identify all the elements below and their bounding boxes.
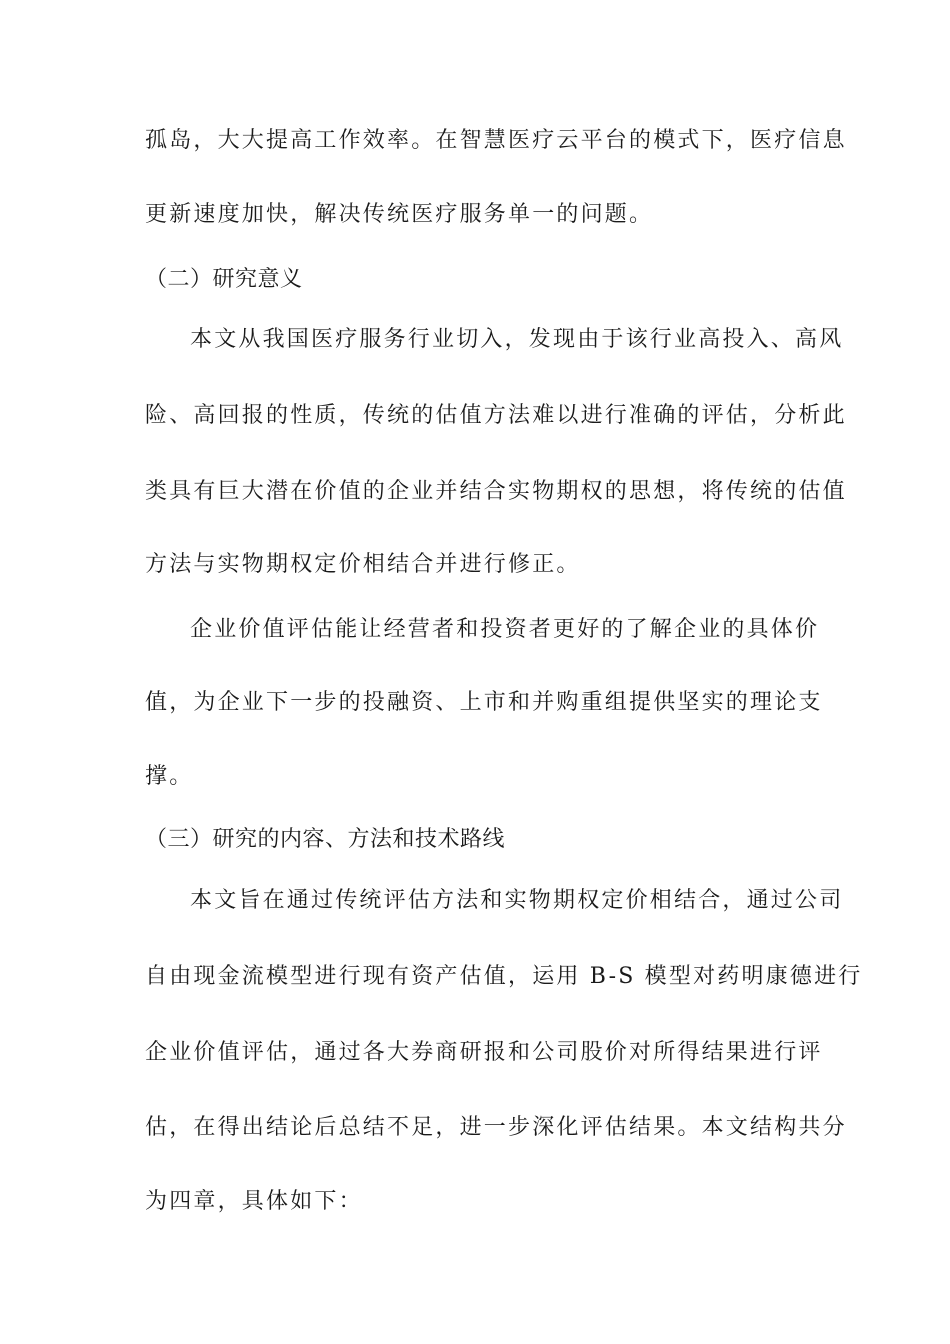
para2-line-1: 本文从我国医疗服务行业切入，发现由于该行业高投入、高风	[190, 327, 844, 352]
para4-line-4: 估，在得出结论后总结不足，进一步深化评估结果。本文结构共分	[145, 1115, 847, 1140]
para1-line-1: 孤岛，大大提高工作效率。在智慧医疗云平台的模式下，医疗信息	[145, 128, 847, 153]
para4-line-3: 企业价值评估，通过各大券商研报和公司股价对所得结果进行评	[145, 1040, 823, 1065]
section-heading-content-methods: （三）研究的内容、方法和技术路线	[145, 827, 506, 852]
para3-line-1: 企业价值评估能让经营者和投资者更好的了解企业的具体价	[190, 617, 820, 642]
para2-line-2: 险、高回报的性质，传统的估值方法难以进行准确的评估，分析此	[145, 403, 847, 428]
para1-line-2: 更新速度加快，解决传统医疗服务单一的问题。	[145, 202, 654, 227]
section-heading-research-significance: （二）研究意义	[145, 267, 303, 292]
para4-line-1: 本文旨在通过传统评估方法和实物期权定价相结合，通过公司	[190, 888, 844, 913]
para2-line-3: 类具有巨大潜在价值的企业并结合实物期权的思想，将传统的估值	[145, 479, 847, 504]
para2-line-4: 方法与实物期权定价相结合并进行修正。	[145, 552, 581, 577]
para3-line-3: 撑。	[145, 764, 194, 789]
para4-line-2: 自由现金流模型进行现有资产估值，运用 B-S 模型对药明康德进行	[145, 964, 863, 989]
para3-line-2: 值，为企业下一步的投融资、上市和并购重组提供坚实的理论支	[145, 690, 823, 715]
para4-line-5: 为四章，具体如下：	[145, 1189, 363, 1214]
